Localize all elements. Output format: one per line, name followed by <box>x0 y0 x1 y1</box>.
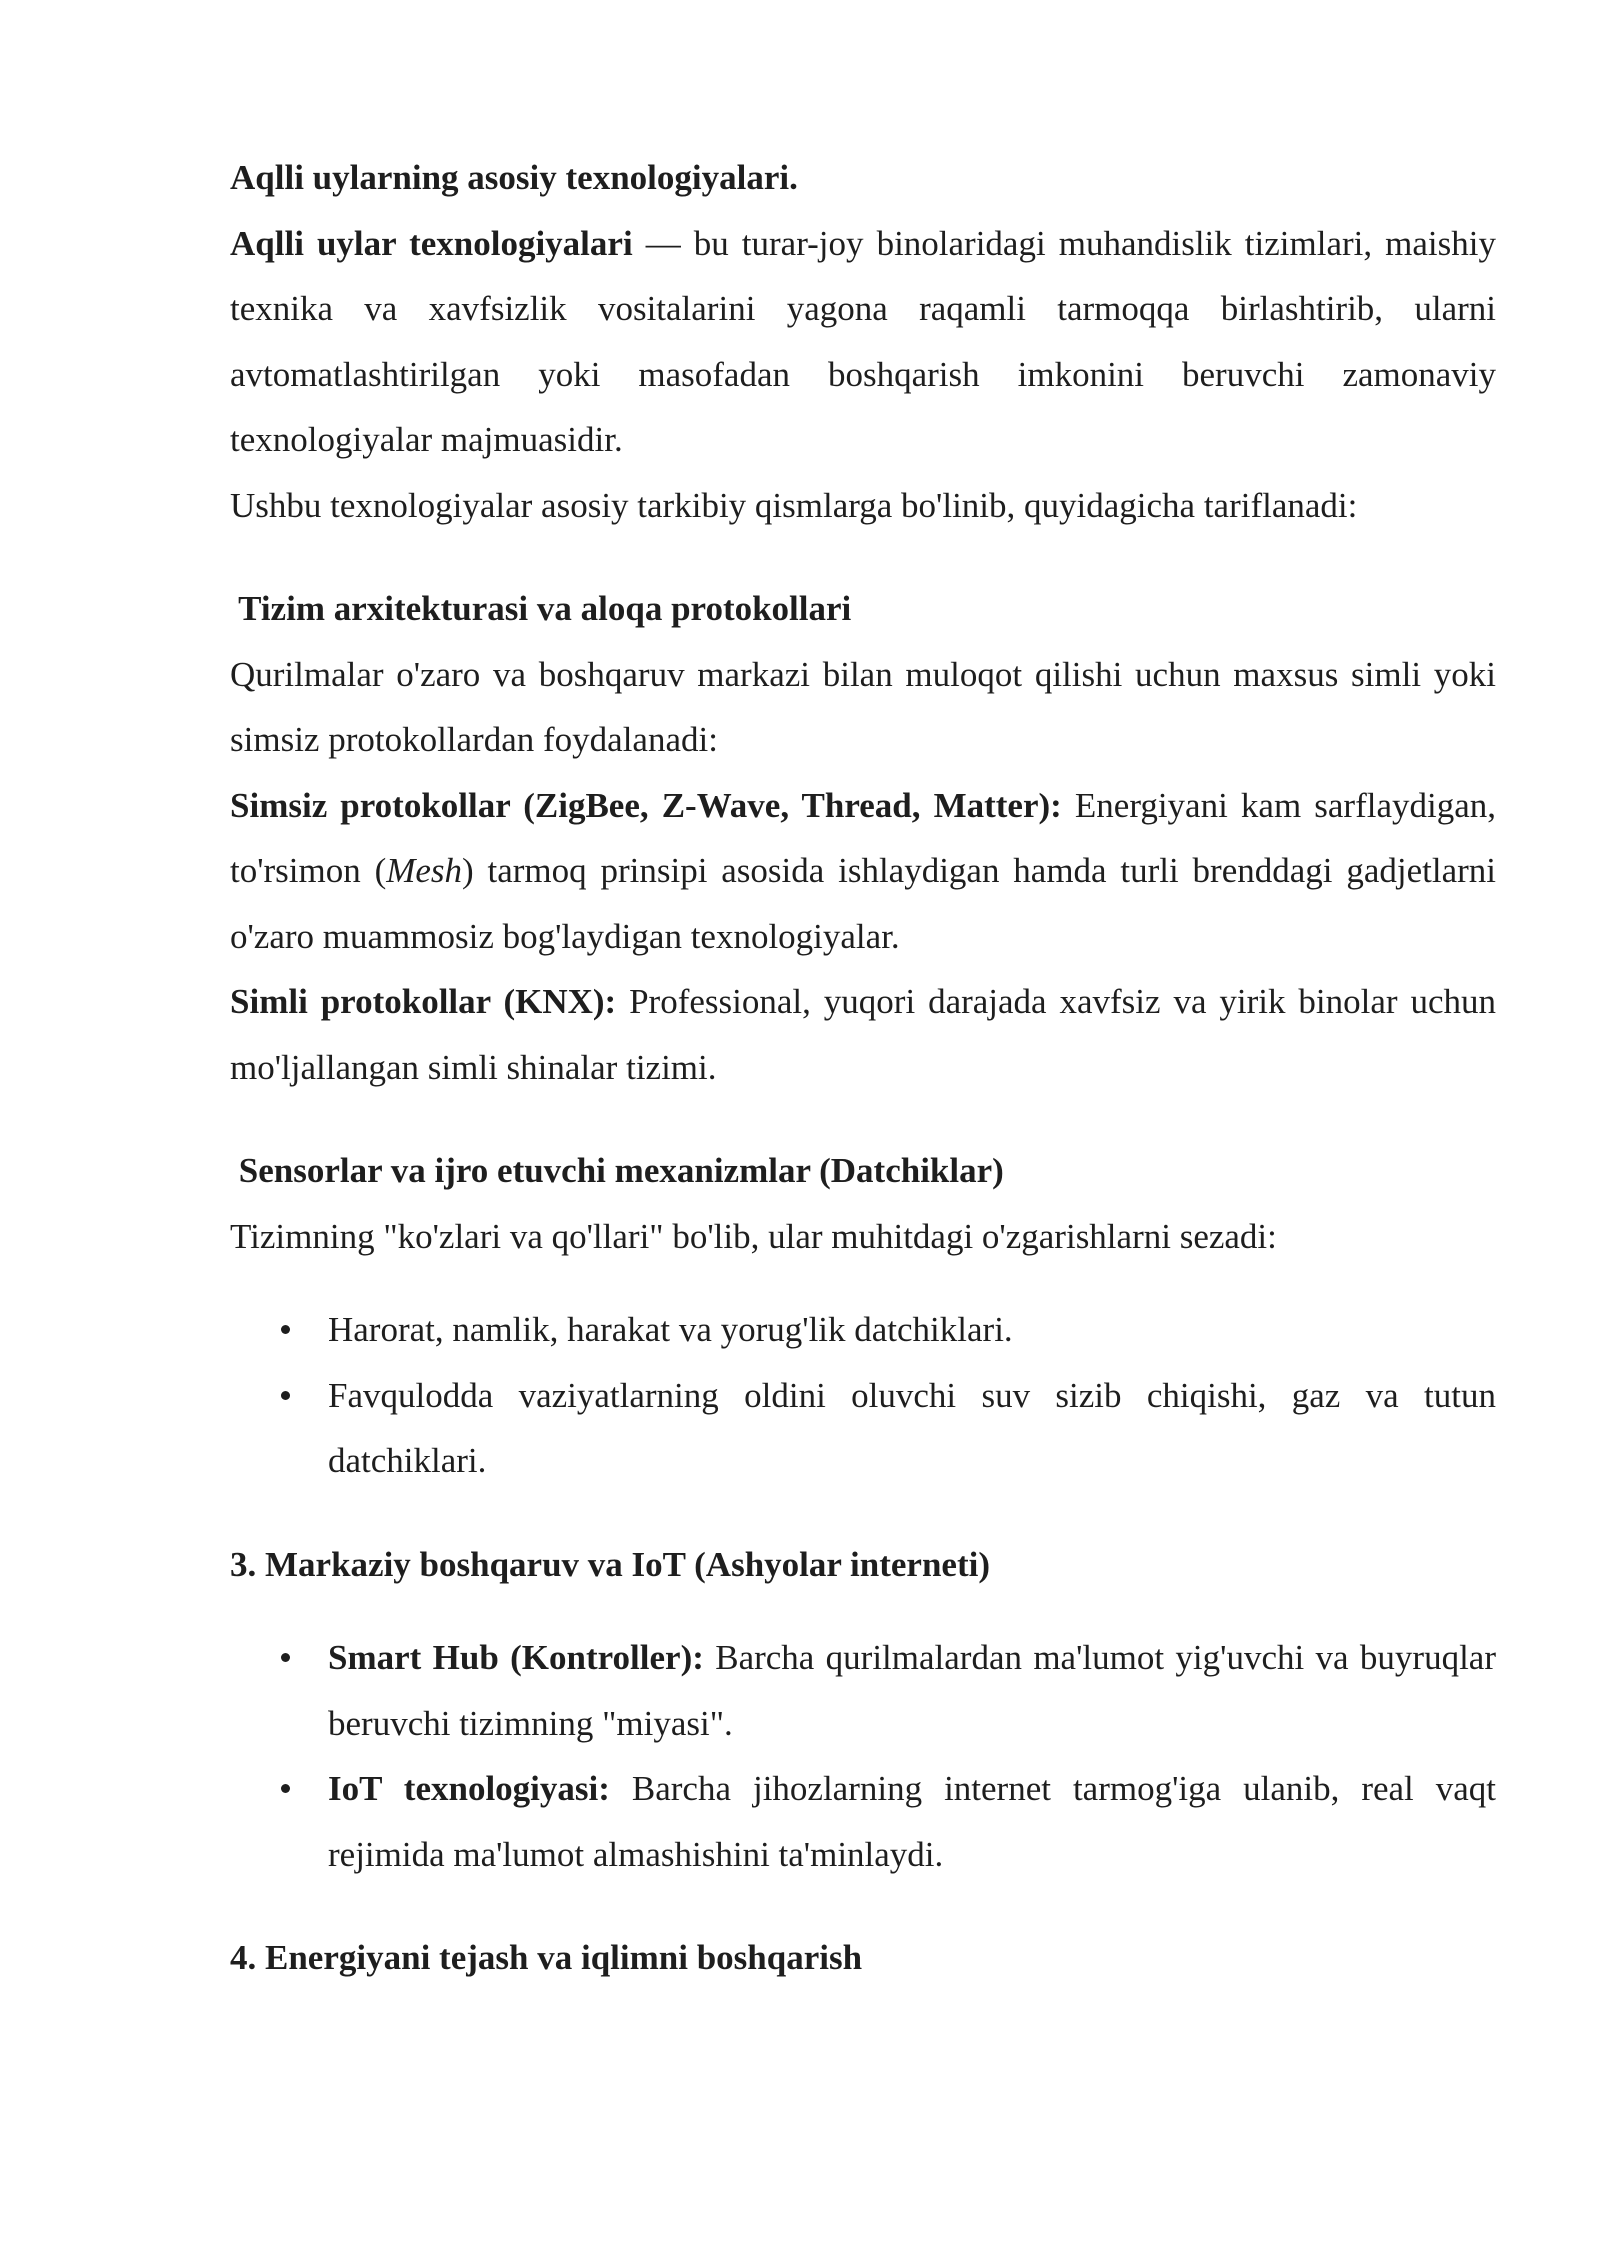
list-item-text: Barcha jihozlarning internet tarmog'iga ulanib, real vaqt rejimida ma'lumot almashishini ta'minlaydi. <box>328 1769 1497 1874</box>
document-page <box>230 145 1496 1991</box>
bullet-icon <box>281 1325 290 1334</box>
list-item <box>230 1363 1496 1494</box>
section3-heading: 3. Markaziy boshqaruv va IoT (Ashyolar interneti) <box>230 1544 990 1584</box>
iot-list <box>230 1625 1496 1887</box>
wireless-protocols-paragraph <box>230 773 1496 970</box>
document-title: Aqlli uylarning asosiy texnologiyalari. <box>230 158 798 197</box>
mesh-term: Mesh <box>386 851 463 890</box>
intro-lead: Ushbu texnologiyalar asosiy tarkibiy qismlarga bo'linib, quyidagicha tariflanadi: <box>230 485 1358 525</box>
wireless-protocols-text-a: Energiyani kam sarflaydigan, to'rsimon ( <box>230 785 1496 890</box>
section2-heading: Sensorlar va ijro etuvchi mexanizmlar (Datchiklar) <box>230 1151 1004 1190</box>
wireless-protocols-label: Simsiz protokollar (ZigBee, Z-Wave, Thread, Matter): <box>230 785 1062 825</box>
list-item-text: Barcha qurilmalardan ma'lumot yig'uvchi va buyruqlar beruvchi tizimning "miyasi". <box>328 1638 1496 1743</box>
wired-protocols-paragraph <box>230 969 1496 1100</box>
list-item <box>230 1297 1496 1363</box>
list-item-text: Favqulodda vaziyatlarning oldini oluvchi suv sizib chiqishi, gaz va tutun datchiklari. <box>328 1375 1496 1480</box>
list-item <box>230 1625 1496 1756</box>
section4-heading: 4. Energiyani tejash va iqlimni boshqarish <box>230 1938 863 1977</box>
wired-protocols-text: Professional, yuqori darajada xavfsiz va yirik binolar uchun mo'ljallangan simli shinalar tizimi. <box>230 982 1496 1087</box>
bullet-icon <box>281 1784 290 1793</box>
intro-term: Aqlli uylar texnologiyalari <box>230 223 633 263</box>
wired-protocols-label: Simli protokollar (KNX): <box>230 982 617 1021</box>
intro-definition: — bu turar-joy binolaridagi muhandislik tizimlari, maishiy texnika va xavfsizlik vositalarini yagona raqamli tarmoqqa birlashtirib, ularni avtomatlashtirilgan yoki masofadan boshqarish imkonini beruvchi zamonaviy texnologiyalar majmuasidir. <box>230 223 1496 459</box>
list-item-text: Harorat, namlik, harakat va yorug'lik datchiklari. <box>328 1310 1013 1349</box>
list-item-label: IoT texnologiyasi: <box>328 1769 610 1808</box>
list-item-label: Smart Hub (Kontroller): <box>328 1638 704 1677</box>
bullet-icon <box>281 1391 290 1400</box>
sensor-list <box>230 1297 1496 1494</box>
list-item <box>230 1756 1496 1887</box>
intro-paragraph <box>230 211 1496 473</box>
bullet-icon <box>281 1653 290 1662</box>
section2-text: Tizimning "ko'zlari va qo'llari" bo'lib, ular muhitdagi o'zgarishlarni sezadi: <box>230 1216 1277 1256</box>
section1-text: Qurilmalar o'zaro va boshqaruv markazi bilan muloqot qilishi uchun maxsus simli yoki simsiz protokollardan foydalanadi: <box>230 654 1496 759</box>
wireless-protocols-text-b: ) tarmoq prinsipi asosida ishlaydigan hamda turli brenddagi gadjetlarni o'zaro muammosiz bog'laydigan texnologiyalar. <box>230 851 1496 956</box>
section1-heading: Tizim arxitekturasi va aloqa protokollari <box>230 589 852 628</box>
